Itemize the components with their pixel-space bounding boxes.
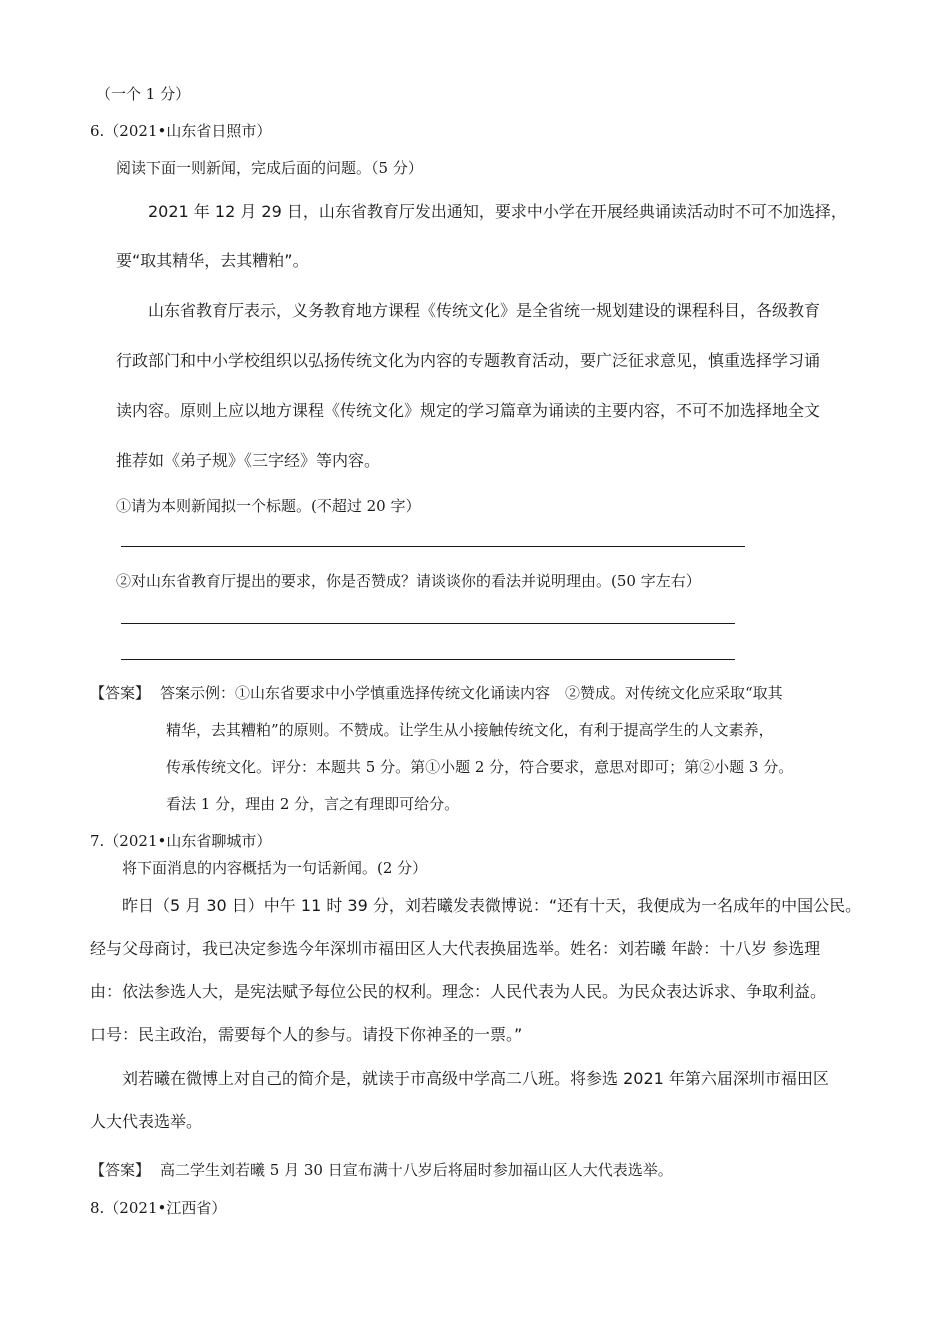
q6-news-line: 2021 年 12 月 29 日，山东省教育厅发出通知，要求中小学在开展经典诵读活动时不可不加选择，	[148, 202, 847, 221]
q6-news-line: 推荐如《弟子规》《三字经》等内容。	[116, 451, 381, 470]
q7-answer-text: 高二学生刘若曦 5 月 30 日宣布满十八岁后将届时参加福山区人大代表选举。	[160, 1161, 673, 1179]
q6-header: 6.（2021•山东省日照市）	[90, 122, 272, 140]
q6-sub-question-2: ②对山东省教育厅提出的要求，你是否赞成？请谈谈你的看法并说明理由。(50 字左右）	[116, 572, 701, 590]
q6-answer-line: 答案示例：①山东省要求中小学慎重选择传统文化诵读内容 ②赞成。对传统文化应采取“取其	[160, 684, 783, 702]
q6-news-line: 行政部门和中小学校组织以弘扬传统文化为内容的专题教育活动，要广泛征求意见，慎重选择学习诵	[116, 351, 821, 370]
q7-news-line: 昨日（5 月 30 日）中午 11 时 39 分，刘若曦发表微博说：“还有十天，我便成为一名成年的中国公民。	[122, 896, 862, 915]
q7-news-line: 由：依法参选人大，是宪法赋予每位公民的权利。理念：人民代表为人民。为民众表达诉求、争取利益。	[90, 982, 827, 1001]
q7-news-line: 人大代表选举。	[90, 1112, 203, 1131]
q6-news-line: 读内容。原则上应以地方课程《传统文化》规定的学习篇章为诵读的主要内容，不可不加选择地全文	[116, 401, 821, 420]
q7-news-line: 口号：民主政治，需要每个人的参与。请投下你神圣的一票。”	[90, 1025, 523, 1044]
answer-line	[121, 623, 735, 624]
q7-news-line: 刘若曦在微博上对自己的简介是，就读于市高级中学高二八班。将参选 2021 年第六届深圳市福田区	[122, 1069, 829, 1088]
q6-news-line: 要“取其精华，去其糟粕”。	[116, 251, 309, 270]
q6-answer-line: 传承传统文化。评分：本题共 5 分。第①小题 2 分，符合要求，意思对即可；第②小题 3 分。	[166, 758, 794, 776]
q7-answer-label: 【答案】	[90, 1161, 151, 1179]
q6-news-line: 山东省教育厅表示，义务教育地方课程《传统文化》是全省统一规划建设的课程科目，各级教育	[148, 301, 821, 320]
answer-line	[121, 546, 745, 547]
q8-header: 8.（2021•江西省）	[90, 1199, 227, 1217]
q6-instruction: 阅读下面一则新闻，完成后面的问题。（5 分）	[116, 159, 423, 177]
q6-sub-question-1: ①请为本则新闻拟一个标题。(不超过 20 字）	[116, 497, 421, 515]
q7-header: 7.（2021•山东省聊城市）	[90, 832, 272, 850]
q6-answer-label: 【答案】	[90, 684, 151, 702]
q7-news-line: 经与父母商讨，我已决定参选今年深圳市福田区人大代表换届选举。姓名：刘若曦 年龄：十八岁 参选理	[90, 939, 821, 958]
intro-note: （一个 1 分）	[96, 85, 191, 103]
q6-answer-line: 看法 1 分，理由 2 分，言之有理即可给分。	[166, 795, 460, 813]
answer-line	[121, 659, 735, 660]
q6-answer-line: 精华，去其糟粕”的原则。不赞成。让学生从小接触传统文化，有利于提高学生的人文素养，	[166, 721, 774, 739]
q7-instruction: 将下面消息的内容概括为一句话新闻。(2 分）	[122, 859, 428, 877]
